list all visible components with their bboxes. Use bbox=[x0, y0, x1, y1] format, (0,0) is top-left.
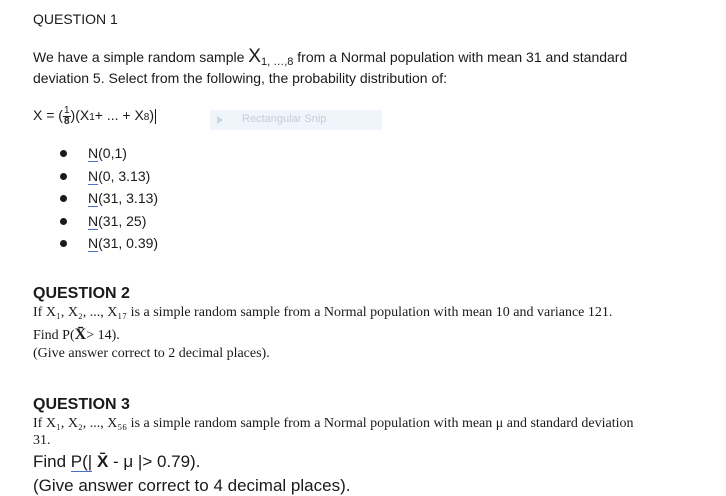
bullet-icon bbox=[60, 240, 67, 247]
rectangular-snip-tooltip[interactable] bbox=[210, 110, 382, 130]
question-3-text-line-4: (Give answer correct to 4 decimal places). bbox=[33, 476, 351, 495]
question-3-heading: QUESTION 3 bbox=[33, 396, 130, 413]
option-item[interactable] bbox=[60, 187, 158, 210]
q3-probability-open: P(| bbox=[70, 452, 93, 471]
option-item[interactable] bbox=[60, 165, 158, 188]
question-1-text-line-1 bbox=[33, 46, 627, 68]
bullet-icon bbox=[60, 150, 67, 157]
bullet-icon bbox=[60, 218, 67, 225]
q1-variable: X bbox=[248, 46, 261, 67]
formula-rest: + ... + X bbox=[94, 107, 144, 124]
snip-tooltip-label: Rectangular Snip bbox=[242, 113, 327, 125]
option-label: (0, 3.13) bbox=[98, 167, 151, 184]
formula-lhs: X = ( bbox=[33, 107, 63, 124]
option-item[interactable] bbox=[60, 210, 158, 233]
question-3-text-line-2: 31. bbox=[33, 433, 51, 448]
formula-mid: )(X bbox=[70, 107, 90, 124]
x-bar-symbol: X̄ bbox=[92, 452, 109, 471]
q2-find-condition: > 14). bbox=[86, 328, 120, 343]
question-2-text-line-1: If X₁, X₂, ..., X₁₇ is a simple random sample from a Normal population with mean 10 and variance 121. bbox=[33, 305, 613, 320]
x-bar-symbol: X̄ bbox=[74, 326, 87, 343]
option-label: (31, 0.39) bbox=[98, 235, 159, 251]
question-1-heading: QUESTION 1 bbox=[33, 11, 118, 27]
fraction-numerator: 1 bbox=[63, 105, 70, 116]
q1-text-part: from a Normal population with mean 31 and standard bbox=[293, 49, 628, 65]
question-2-text-line-2 bbox=[33, 326, 120, 344]
option-prefix: N bbox=[88, 212, 99, 229]
option-label: (31, 25) bbox=[98, 212, 147, 229]
formula-subscript-2: 8 bbox=[143, 112, 150, 124]
formula-end: ) bbox=[149, 107, 155, 124]
play-triangle-icon bbox=[217, 116, 223, 124]
question-1-text-line-2: deviation 5. Select from the following, the probability distribution of: bbox=[33, 70, 448, 86]
question-3-text-line-3 bbox=[33, 452, 200, 472]
question-3-text-line-1: If X₁, X₂, ..., X₅₆ is a simple random sample from a Normal population with mean μ and standard deviation bbox=[33, 416, 634, 431]
q2-find-text: Find P( bbox=[33, 328, 75, 343]
option-prefix: N bbox=[88, 190, 99, 206]
question-2-text-line-3: (Give answer correct to 2 decimal places). bbox=[33, 346, 270, 361]
formula-subscript-1: 1 bbox=[89, 112, 95, 124]
q3-find-text: Find bbox=[33, 452, 71, 471]
text-cursor bbox=[155, 109, 156, 124]
question-1-options-list bbox=[60, 142, 158, 255]
q3-find-condition: - μ |> 0.79). bbox=[108, 452, 201, 471]
option-item[interactable] bbox=[60, 142, 158, 165]
option-label: (0,1) bbox=[98, 145, 127, 161]
q1-variable-subscript: 1, …,8 bbox=[260, 56, 294, 68]
option-item[interactable] bbox=[60, 232, 158, 255]
question-2-heading: QUESTION 2 bbox=[33, 285, 130, 302]
option-prefix: N bbox=[88, 145, 99, 161]
option-label: (31, 3.13) bbox=[98, 190, 159, 206]
question-1-formula[interactable] bbox=[33, 106, 156, 127]
fraction-denominator: 8 bbox=[63, 116, 70, 127]
formula-fraction bbox=[63, 106, 71, 127]
bullet-icon bbox=[60, 173, 67, 180]
option-prefix: N bbox=[88, 235, 99, 251]
option-prefix: N bbox=[88, 167, 99, 184]
q1-text-part: We have a simple random sample bbox=[33, 49, 249, 65]
bullet-icon bbox=[60, 195, 67, 202]
